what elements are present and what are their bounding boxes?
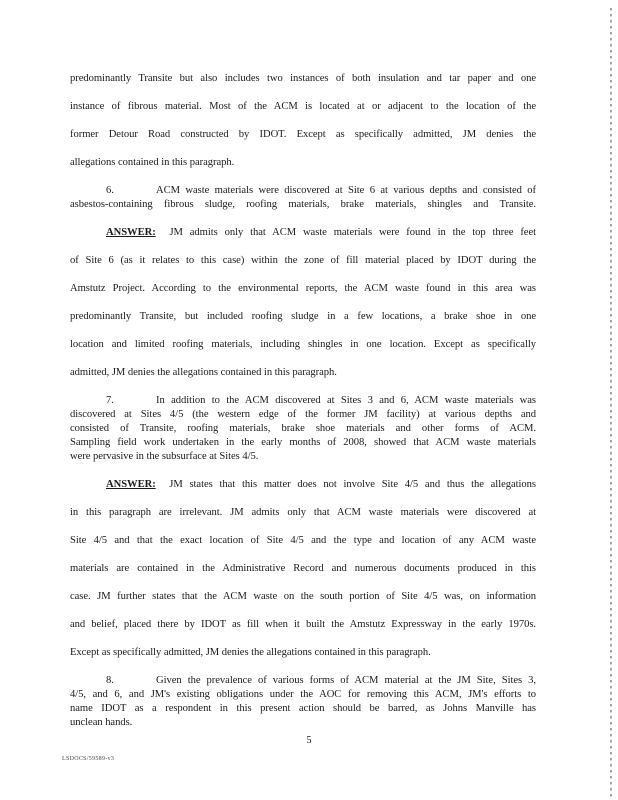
text-line: case. JM further states that the ACM waste on the south portion of Site 4/5 was, on information — [70, 591, 536, 602]
item-7-first-line — [70, 394, 536, 407]
answer-label: ANSWER: — [106, 227, 156, 238]
text-line: materials are contained in the Administrative Record and numerous documents produced in this — [70, 563, 536, 574]
text-line: Site 4/5 and that the exact location of Site 4/5 and the type and location of any ACM waste — [70, 535, 536, 546]
page-number: 5 — [306, 735, 312, 746]
answer-6-first-line — [70, 226, 536, 239]
text-line: instance of fibrous material. Most of the ACM is located at or adjacent to the location of the — [70, 101, 536, 112]
item-6-first-line — [70, 184, 536, 197]
text-line: asbestos-containing fibrous sludge, roofing materials, brake materials, shingles and Transite. — [70, 199, 536, 210]
item-number: 8. — [106, 675, 114, 686]
text-line: allegations contained in this paragraph. — [70, 157, 235, 168]
text-line: predominantly Transite, but included roofing sludge in a few locations, a brake shoe in one — [70, 311, 536, 322]
item-number: 6. — [106, 185, 114, 196]
item-8-first-line — [70, 674, 536, 687]
text-line: location and limited roofing materials, including shingles in one location. Except as specifically — [70, 339, 536, 350]
text-line: 4/5, and 6, and JM's existing obligations under the AOC for removing this ACM, JM's efforts to — [70, 689, 536, 700]
text-line: admitted, JM denies the allegations contained in this paragraph. — [70, 367, 337, 378]
answer-label: ANSWER: — [106, 479, 156, 490]
text-line: predominantly Transite but also includes two instances of both insulation and tar paper and one — [70, 73, 536, 84]
text-line: in this paragraph are irrelevant. JM admits only that ACM waste materials were discovered at — [70, 507, 536, 518]
text-line: and belief, placed there by IDOT as fill when it built the Amstutz Expressway in the early 1970s. — [70, 619, 536, 630]
text-line: Sampling field work undertaken in the early months of 2008, showed that ACM waste materials — [70, 437, 536, 448]
text-line: JM admits only that ACM waste materials were found in the top three feet — [169, 227, 536, 238]
text-line: Amstutz Project. According to the environmental reports, the ACM waste found in this area was — [70, 283, 536, 294]
document-footer: LSDOCS/59589-v3 — [62, 756, 115, 762]
text-line: were pervasive in the subsurface at Sites 4/5. — [70, 451, 259, 462]
text-line: Given the prevalence of various forms of ACM material at the JM Site, Sites 3, — [156, 675, 536, 686]
text-line: In addition to the ACM discovered at Sites 3 and 6, ACM waste materials was — [156, 395, 536, 406]
text-line: former Detour Road constructed by IDOT. Except as specifically admitted, JM denies the — [70, 129, 536, 140]
text-line: unclean hands. — [70, 717, 133, 728]
text-line: name IDOT as a respondent in this present action should be barred, as Johns Manville has — [70, 703, 536, 714]
text-line: of Site 6 (as it relates to this case) within the zone of fill material placed by IDOT during the — [70, 255, 536, 266]
text-line: JM states that this matter does not involve Site 4/5 and thus the allegations — [169, 479, 536, 490]
text-line: discovered at Sites 4/5 (the western edge of the former JM facility) at various depths and — [70, 409, 536, 420]
text-line: consisted of Transite, roofing materials, brake shoe materials and other forms of ACM. — [70, 423, 536, 434]
scan-edge-border — [610, 8, 612, 798]
text-line: Except as specifically admitted, JM denies the allegations contained in this paragraph. — [70, 647, 431, 658]
item-number: 7. — [106, 395, 114, 406]
answer-7-first-line — [70, 478, 536, 491]
text-line: ACM waste materials were discovered at Site 6 at various depths and consisted of — [156, 185, 536, 196]
